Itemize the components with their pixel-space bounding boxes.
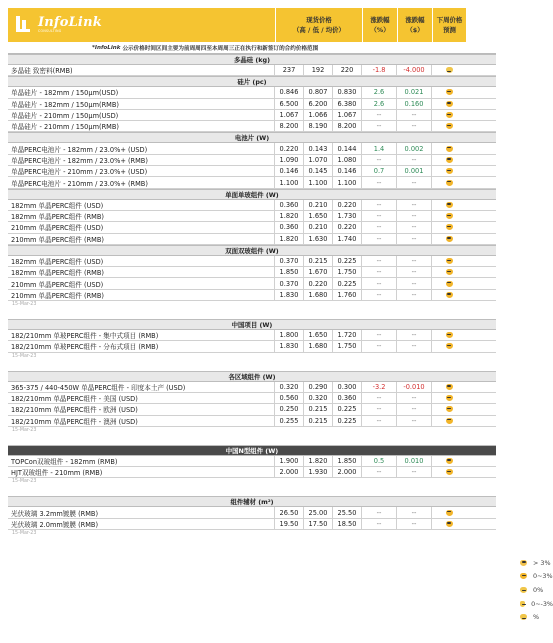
product-name: 单晶硅片 - 182mm / 150μm(RMB) (8, 99, 275, 109)
forecast-cell (432, 278, 466, 288)
change-pct: -- (362, 278, 397, 288)
cool-face-icon (520, 573, 527, 579)
price-avg: 1.720 (333, 330, 362, 340)
section-title (8, 76, 496, 87)
forecast-cell (432, 519, 466, 529)
price-low: 8.190 (304, 121, 333, 131)
forecast-column-header: 下周价格 预测 (432, 8, 466, 42)
product-name: 单晶PERC电池片 - 210mm / 23.0%+ (USD) (8, 166, 275, 176)
section-title (8, 245, 496, 256)
note-text: 公示价格时间区间主要为前周周四至本周周三正在执行和新签订的合约价格范围 (122, 45, 319, 52)
change-usd: 0.010 (397, 456, 432, 466)
cool-face-icon (446, 332, 453, 338)
change-usd: -- (397, 155, 432, 165)
price-low: 1.930 (304, 467, 333, 477)
product-name: 182mm 单晶PERC组件 (USD) (8, 200, 275, 210)
cool-face-icon (446, 395, 453, 401)
price-avg: 8.200 (333, 121, 362, 131)
section-title (8, 132, 496, 143)
product-name: 单晶PERC电池片 - 182mm / 23.0%+ (USD) (8, 143, 275, 153)
change-pct: -- (362, 393, 397, 403)
legend-label: 0% (533, 585, 544, 594)
price-high: 1.900 (275, 456, 304, 466)
product-name: 光伏玻璃 2.0mm镀膜 (RMB) (8, 519, 275, 529)
change-pct: -- (362, 222, 397, 232)
table-row (8, 155, 496, 166)
product-name: 182/210mm 单晶PERC组件 - 澳洲 (USD) (8, 416, 275, 426)
price-note (8, 42, 496, 54)
price-high: 8.200 (275, 121, 304, 131)
change-usd: -- (397, 200, 432, 210)
cool-face-icon (446, 146, 453, 152)
product-name: 单晶硅片 - 210mm / 150μm(RMB) (8, 121, 275, 131)
price-low: 25.00 (304, 507, 333, 517)
price-low: 1.670 (304, 267, 333, 277)
table-row (8, 99, 496, 110)
neutral-face-icon (446, 67, 453, 73)
price-avg: 220 (333, 65, 362, 75)
change-pct: -- (362, 211, 397, 221)
change-usd: 0.001 (397, 166, 432, 176)
section-title-label: 中国项目 (W) (231, 321, 273, 330)
price-avg: 1.750 (333, 267, 362, 277)
table-row (8, 166, 496, 177)
cool-face-icon (446, 418, 453, 424)
product-name: HJT双玻组件 - 210mm (RMB) (8, 467, 275, 477)
price-avg: 2.000 (333, 467, 362, 477)
change-pct: -- (362, 330, 397, 340)
forecast-cell (432, 110, 466, 120)
price-high: 1.100 (275, 177, 304, 187)
product-name: 365-375 / 440-450W 单晶PERC组件 - 印度本土产 (USD) (8, 382, 275, 392)
section-title-label: 各区域组件 (W) (228, 372, 276, 381)
date-stamp: 15-Mar-23 (12, 353, 37, 359)
table-row (8, 456, 496, 467)
table-row (8, 330, 496, 341)
forecast-cell (432, 456, 466, 466)
price-high: 1.830 (275, 290, 304, 300)
change-pct: -- (362, 110, 397, 120)
forecast-cell (432, 234, 466, 244)
change-pct: -- (362, 416, 397, 426)
section-title-label: 中国N型组件 (W) (225, 446, 279, 455)
price-low: 0.145 (304, 166, 333, 176)
legend-item (520, 583, 553, 597)
forecast-cell (432, 87, 466, 97)
date-stamp: 15-Mar-23 (12, 427, 37, 433)
tongue-face-icon (520, 560, 527, 566)
change-usd: -- (397, 222, 432, 232)
forecast-cell (432, 143, 466, 153)
product-name: 单晶PERC电池片 - 210mm / 23.0%+ (RMB) (8, 177, 275, 187)
table-row (8, 278, 496, 289)
forecast-cell (432, 99, 466, 109)
price-high: 2.000 (275, 467, 304, 477)
section-title-label: 多晶硅 (kg) (233, 56, 271, 64)
product-name: 182mm 单晶PERC组件 (RMB) (8, 211, 275, 221)
cool-face-icon (446, 236, 453, 242)
price-low: 0.320 (304, 393, 333, 403)
change-usd: 0.160 (397, 99, 432, 109)
price-avg: 0.144 (333, 143, 362, 153)
price-low: 192 (304, 65, 333, 75)
price-avg: 0.360 (333, 393, 362, 403)
forecast-cell (432, 382, 466, 392)
price-low: 1.650 (304, 211, 333, 221)
table-row (8, 222, 496, 233)
change-usd: -- (397, 278, 432, 288)
price-avg: 1.080 (333, 155, 362, 165)
table-row (8, 200, 496, 211)
product-name: 单晶PERC电池片 - 182mm / 23.0%+ (RMB) (8, 155, 275, 165)
cool-face-icon (446, 521, 453, 527)
cool-face-icon (446, 343, 453, 349)
product-name: 182/210mm 单晶PERC组件 - 美国 (USD) (8, 393, 275, 403)
cool-face-icon (446, 123, 453, 129)
product-name: 182/210mm 单玻PERC组件 - 分布式项目 (RMB) (8, 341, 275, 351)
change-pct: -- (362, 177, 397, 187)
cool-face-icon (446, 202, 453, 208)
price-high: 0.360 (275, 200, 304, 210)
product-name: 多晶硅 致密料(RMB) (8, 65, 275, 75)
cool-face-icon (446, 384, 453, 390)
date-stamp: 15-Mar-23 (12, 302, 37, 308)
price-high: 0.360 (275, 222, 304, 232)
section-title-label: 电池片 (W) (234, 134, 270, 143)
infolink-logo (8, 8, 275, 42)
legend-label: 0~-3% (531, 599, 553, 608)
table-row (8, 519, 496, 530)
section-title (8, 496, 496, 507)
price-avg: 0.300 (333, 382, 362, 392)
change-usd: -- (397, 177, 432, 187)
price-high: 0.560 (275, 393, 304, 403)
table-row (8, 267, 496, 278)
section-title-label: 组件辅材 (m²) (230, 498, 274, 507)
logo-tagline: CONSULTING (38, 29, 62, 33)
cool-face-icon (446, 469, 453, 475)
cool-face-icon (446, 112, 453, 118)
change-pct: 1.4 (362, 143, 397, 153)
table-row (8, 121, 496, 132)
price-high: 1.800 (275, 330, 304, 340)
forecast-cell (432, 330, 466, 340)
infolink-logo-icon (14, 15, 34, 35)
price-low: 1.630 (304, 234, 333, 244)
product-name: 182mm 单晶PERC组件 (RMB) (8, 267, 275, 277)
date-stamp: 15-Mar-23 (12, 479, 37, 485)
price-high: 1.820 (275, 234, 304, 244)
price-column-header: 现货价格 （高 / 低 / 均价） (275, 8, 362, 42)
neutral-face-icon (520, 587, 527, 593)
price-high: 0.846 (275, 87, 304, 97)
forecast-cell (432, 404, 466, 414)
change-pct: -- (362, 121, 397, 131)
note-brand: *InfoLink (92, 44, 121, 51)
price-low: 17.50 (304, 519, 333, 529)
product-name: 210mm 单晶PERC组件 (USD) (8, 222, 275, 232)
change-pct: -- (362, 341, 397, 351)
change-usd: -- (397, 290, 432, 300)
table-row (8, 341, 496, 352)
price-low: 0.143 (304, 143, 333, 153)
change-pct: -- (362, 519, 397, 529)
price-high: 1.820 (275, 211, 304, 221)
cool-face-icon (446, 269, 453, 275)
change-pct: 2.6 (362, 99, 397, 109)
chg-column-header: 涨跌幅 （$） (397, 8, 432, 42)
change-pct: -- (362, 256, 397, 266)
change-pct: 0.7 (362, 166, 397, 176)
table-row (8, 65, 496, 76)
price-low: 0.210 (304, 200, 333, 210)
product-name: 210mm 单晶PERC组件 (USD) (8, 278, 275, 288)
change-usd: -- (397, 234, 432, 244)
legend-item (520, 570, 553, 584)
change-pct: -- (362, 155, 397, 165)
section-title (8, 189, 496, 200)
change-usd: -4.000 (397, 65, 432, 75)
legend-item (520, 610, 553, 624)
cool-face-icon (446, 168, 453, 174)
change-pct: 2.6 (362, 87, 397, 97)
price-high: 6.500 (275, 99, 304, 109)
table-row (8, 234, 496, 245)
price-high: 0.146 (275, 166, 304, 176)
price-avg: 1.100 (333, 177, 362, 187)
change-pct: -- (362, 404, 397, 414)
price-low: 1.066 (304, 110, 333, 120)
table-header (8, 8, 496, 42)
table-row (8, 404, 496, 415)
change-usd: -- (397, 256, 432, 266)
legend-label: > 3% (533, 558, 551, 567)
price-avg: 6.380 (333, 99, 362, 109)
price-high: 0.370 (275, 278, 304, 288)
change-usd: -- (397, 416, 432, 426)
change-pct: -- (362, 290, 397, 300)
price-table (8, 8, 496, 540)
change-pct: -- (362, 467, 397, 477)
change-pct: -- (362, 200, 397, 210)
change-usd: 0.021 (397, 87, 432, 97)
table-row (8, 256, 496, 267)
section-title (8, 319, 496, 330)
section-title (8, 54, 496, 65)
change-usd: -- (397, 519, 432, 529)
price-low: 0.215 (304, 404, 333, 414)
change-usd: -- (397, 393, 432, 403)
change-pct: -1.8 (362, 65, 397, 75)
price-high: 0.320 (275, 382, 304, 392)
product-name: 210mm 单晶PERC组件 (RMB) (8, 234, 275, 244)
price-low: 0.807 (304, 87, 333, 97)
section-title-label: 单面单玻组件 (W) (225, 190, 279, 199)
section-title-label: 双面双玻组件 (W) (225, 246, 279, 255)
forecast-cell (432, 467, 466, 477)
section-title-label: 硅片 (pc) (237, 78, 267, 87)
product-name: 182/210mm 单晶PERC组件 - 欧洲 (USD) (8, 404, 275, 414)
price-low: 1.100 (304, 177, 333, 187)
cool-face-icon (446, 157, 453, 163)
table-row (8, 507, 496, 518)
price-avg: 0.220 (333, 200, 362, 210)
change-usd: -- (397, 211, 432, 221)
change-pct: -- (362, 507, 397, 517)
price-avg: 1.760 (333, 290, 362, 300)
change-pct: 0.5 (362, 456, 397, 466)
change-usd: -- (397, 267, 432, 277)
price-avg: 0.830 (333, 87, 362, 97)
forecast-cell (432, 341, 466, 351)
change-usd: -- (397, 341, 432, 351)
cool-face-icon (446, 213, 453, 219)
price-high: 1.830 (275, 341, 304, 351)
section-title (8, 371, 496, 382)
pct-column-header: 涨跌幅 （%） (362, 8, 397, 42)
forecast-cell (432, 200, 466, 210)
price-avg: 0.220 (333, 222, 362, 232)
date-stamp: 15-Mar-23 (12, 531, 37, 537)
cool-face-icon (446, 406, 453, 412)
forecast-legend (520, 556, 553, 624)
forecast-cell (432, 211, 466, 221)
section-title (8, 445, 496, 456)
change-usd: -- (397, 121, 432, 131)
change-usd: -- (397, 404, 432, 414)
cool-face-icon (446, 510, 453, 516)
price-high: 1.090 (275, 155, 304, 165)
change-usd: -- (397, 507, 432, 517)
price-high: 1.850 (275, 267, 304, 277)
change-pct: -3.2 (362, 382, 397, 392)
product-name: 单晶硅片 - 182mm / 150μm(USD) (8, 87, 275, 97)
neutral-face-icon (520, 614, 527, 620)
product-name: 单晶硅片 - 210mm / 150μm(USD) (8, 110, 275, 120)
product-name: 210mm 单晶PERC组件 (RMB) (8, 290, 275, 300)
cool-face-icon (446, 258, 453, 264)
cool-face-icon (446, 224, 453, 230)
cool-face-icon (446, 292, 453, 298)
cool-face-icon (446, 458, 453, 464)
table-row (8, 110, 496, 121)
price-high: 0.220 (275, 143, 304, 153)
change-pct: -- (362, 234, 397, 244)
forecast-cell (432, 155, 466, 165)
forecast-cell (432, 222, 466, 232)
price-low: 1.680 (304, 290, 333, 300)
cool-face-icon (446, 281, 453, 287)
forecast-cell (432, 290, 466, 300)
price-avg: 1.740 (333, 234, 362, 244)
legend-item (520, 556, 553, 570)
price-high: 1.067 (275, 110, 304, 120)
forecast-cell (432, 177, 466, 187)
price-low: 0.215 (304, 256, 333, 266)
table-row (8, 393, 496, 404)
price-low: 1.650 (304, 330, 333, 340)
cool-face-icon (446, 180, 453, 186)
change-usd: -- (397, 110, 432, 120)
price-avg: 18.50 (333, 519, 362, 529)
price-avg: 0.225 (333, 416, 362, 426)
table-row (8, 290, 496, 301)
price-avg: 25.50 (333, 507, 362, 517)
cool-face-icon (446, 101, 453, 107)
change-usd: 0.002 (397, 143, 432, 153)
price-avg: 0.225 (333, 256, 362, 266)
price-low: 0.220 (304, 278, 333, 288)
price-high: 237 (275, 65, 304, 75)
table-row (8, 177, 496, 188)
forecast-cell (432, 393, 466, 403)
legend-label: % (533, 613, 540, 622)
price-high: 26.50 (275, 507, 304, 517)
price-low: 0.290 (304, 382, 333, 392)
price-low: 1.680 (304, 341, 333, 351)
legend-label: 0~3% (533, 572, 553, 581)
forecast-cell (432, 416, 466, 426)
price-low: 1.070 (304, 155, 333, 165)
price-low: 0.210 (304, 222, 333, 232)
change-usd: -0.010 (397, 382, 432, 392)
logo-name: InfoLink (38, 15, 102, 30)
price-avg: 0.225 (333, 404, 362, 414)
forecast-cell (432, 256, 466, 266)
change-pct: -- (362, 267, 397, 277)
table-row (8, 87, 496, 98)
price-low: 0.215 (304, 416, 333, 426)
price-high: 19.50 (275, 519, 304, 529)
table-row (8, 416, 496, 427)
price-avg: 1.850 (333, 456, 362, 466)
cool-face-icon (446, 89, 453, 95)
price-avg: 1.067 (333, 110, 362, 120)
product-name: 182mm 单晶PERC组件 (USD) (8, 256, 275, 266)
price-low: 6.200 (304, 99, 333, 109)
change-usd: -- (397, 467, 432, 477)
price-avg: 0.225 (333, 278, 362, 288)
table-row (8, 467, 496, 478)
price-avg: 1.750 (333, 341, 362, 351)
forecast-cell (432, 267, 466, 277)
forecast-cell (432, 507, 466, 517)
legend-item (520, 597, 553, 611)
table-row (8, 143, 496, 154)
price-low: 1.820 (304, 456, 333, 466)
product-name: TOPCon双玻组件 - 182mm (RMB) (8, 456, 275, 466)
forecast-cell (432, 166, 466, 176)
table-row (8, 382, 496, 393)
neutral-face-icon (520, 601, 525, 607)
forecast-cell (432, 65, 466, 75)
forecast-cell (432, 121, 466, 131)
change-usd: -- (397, 330, 432, 340)
product-name: 光伏玻璃 3.2mm镀膜 (RMB) (8, 507, 275, 517)
price-avg: 0.146 (333, 166, 362, 176)
product-name: 182/210mm 单玻PERC组件 - 集中式项目 (RMB) (8, 330, 275, 340)
price-high: 0.370 (275, 256, 304, 266)
price-high: 0.250 (275, 404, 304, 414)
price-high: 0.255 (275, 416, 304, 426)
table-row (8, 211, 496, 222)
price-avg: 1.730 (333, 211, 362, 221)
